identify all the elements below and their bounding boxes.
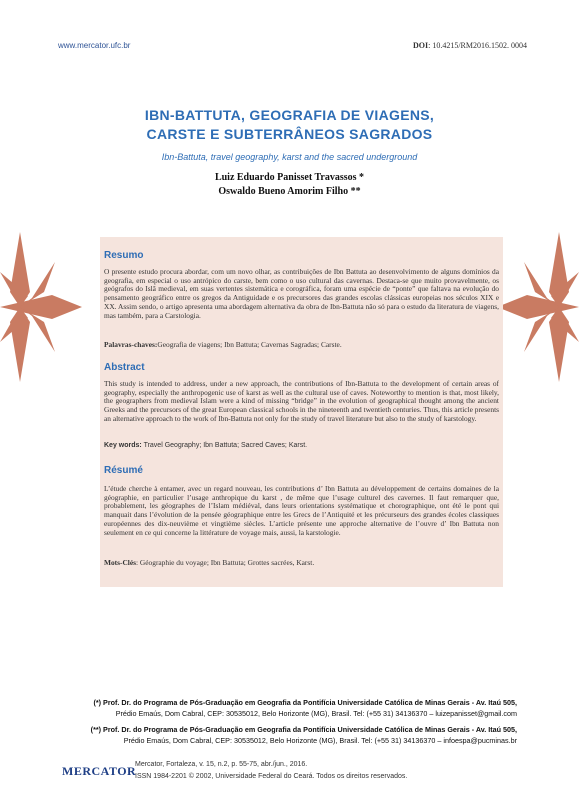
footnote-1	[62, 697, 517, 719]
title-line-1: IBN-BATTUTA, GEOGRAFIA DE VIAGENS,	[144, 107, 435, 123]
mercator-logo: MERCATOR	[62, 764, 137, 778]
abstract-heading: Abstract	[104, 362, 145, 373]
resume-keywords	[104, 558, 499, 567]
abstract-keywords-label: Key words:	[104, 442, 142, 449]
journal-issn: ISSN 1984-2201 © 2002, Universidade Federal do Ceará. Todos os direitos reservados.	[135, 773, 408, 780]
footnote-1-line-2: Prédio Emaús, Dom Cabral, CEP: 30535012, Belo Horizonte (MG), Brasil. Tel: (+55 31) 34136370 – luizepanisset@gmail.com	[115, 709, 517, 718]
footnote-2-line-1: (**) Prof. Dr. do Programa de Pós-Graduação em Geografia da Pontifícia Universidade Católica de Minas Gerais - Av. Itaú 505,	[90, 725, 517, 734]
resume-text: L’étude cherche à entamer, avec un regard nouveau, les contributions d’ Ibn Battuta au développement de certains domaines de la géographie, en particulier l’usage anthropique du karst , de même que l’usage culturel des cavernes. Il faut remarquer que, probablement, les géographes de l’Islam médiéval, dans leurs orientations systématique et chorographique, ont été le pont qui manquait dans l’évolution de la pensée géographique entre les Grecs de l’Antiquité et les précurseurs des grandes écoles classiques européennes des dix-neuvième et vingtième siècles. L’article présente une approche alternative de l’ouvre d’ Ibn Battuta non seulement en ce qui concerne la littérature de voyage mais, aussi, la karstologie.	[104, 484, 499, 537]
footnote-2-line-2: Prédio Emaús, Dom Cabral, CEP: 30535012, Belo Horizonte (MG), Brasil. Tel: (+55 31) 34136370 – infoespa@pucminas.br	[123, 736, 517, 745]
doi-value: : 10.4215/RM2016.1502. 0004	[428, 41, 527, 50]
abstract-text: This study is intended to address, under a new approach, the contributions of Ibn-Battuta to the development of certain areas of geography, especially the anthropogenic use of karst as well as the cultural use of caves. Noteworthy to mention is that, most likely, the geographers from medieval Islam were a kind of missing “bridge” in the evolution of geographical thought among the ancient Greeks and the precursors of the great European classical schools in the nineteenth and twentieth centuries. Thus, this article presents an alternative approach to the work of Ibn-Battuta not only for the study of travel literature but also to the study of karstology.	[104, 379, 499, 423]
abstract-keywords-text: Travel Geography; Ibn Battuta; Sacred Caves; Karst.	[143, 442, 308, 449]
resumo-keywords	[104, 340, 499, 349]
footnote-1-line-1: (*) Prof. Dr. do Programa de Pós-Graduação em Geografia da Pontifícia Universidade Católica de Minas Gerais - Av. Itaú 505,	[93, 698, 517, 707]
resumo-keywords-text: Geografia de viagens; Ibn Battuta; Cavernas Sagradas; Carste.	[157, 340, 342, 349]
journal-url[interactable]: www.mercator.ufc.br	[58, 41, 131, 50]
compass-star-left-icon	[0, 232, 82, 382]
subtitle: Ibn-Battuta, travel geography, karst and the sacred underground	[161, 152, 418, 162]
doi	[413, 41, 527, 50]
resume-keywords-label: Mots-Clés	[104, 558, 137, 567]
resumo-keywords-label: Palavras-chaves:	[104, 340, 158, 349]
author-1: Luiz Eduardo Panisset Travassos *	[214, 172, 365, 183]
doi-label: DOI	[412, 41, 429, 50]
journal-citation: Mercator, Fortaleza, v. 15, n.2, p. 55-75, abr./jun., 2016.	[135, 761, 308, 768]
resumo-text: O presente estudo procura abordar, com um novo olhar, as contribuições de Ibn Battuta ao desenvolvimento de alguns domínios da geografia, em especial o uso antrópico do carste, bem como o uso cultural das cavernas. Destaca-se que muito provavelmente, os geógrafos do Islã medieval, em suas vertentes sistemática e corográfica, foram uma espécie de “ponte” que faltava na evolução do pensamento geográfico entre os gregos da Antiguidade e os precursores das grandes escolas clássicas europeias nos séculos XIX e XX. Assim sendo, o artigo apresenta uma abordagem alternativa da obra de Ibn-Battuta não só para o estudo da literatura de viagens, mas também, para a Carstologia.	[104, 267, 499, 320]
compass-star-right-icon	[497, 232, 579, 382]
resume-heading: Résumé	[104, 465, 143, 476]
resume-keywords-text: : Géographie du voyage; Ibn Battuta; Grottes sacrées, Karst.	[136, 558, 315, 567]
resumo-heading: Resumo	[104, 250, 144, 261]
footnote-2	[62, 724, 517, 746]
author-2: Oswaldo Bueno Amorim Filho **	[218, 186, 361, 197]
title-line-2: CARSTE E SUBTERRÂNEOS SAGRADOS	[146, 126, 433, 142]
abstract-keywords	[104, 442, 499, 449]
